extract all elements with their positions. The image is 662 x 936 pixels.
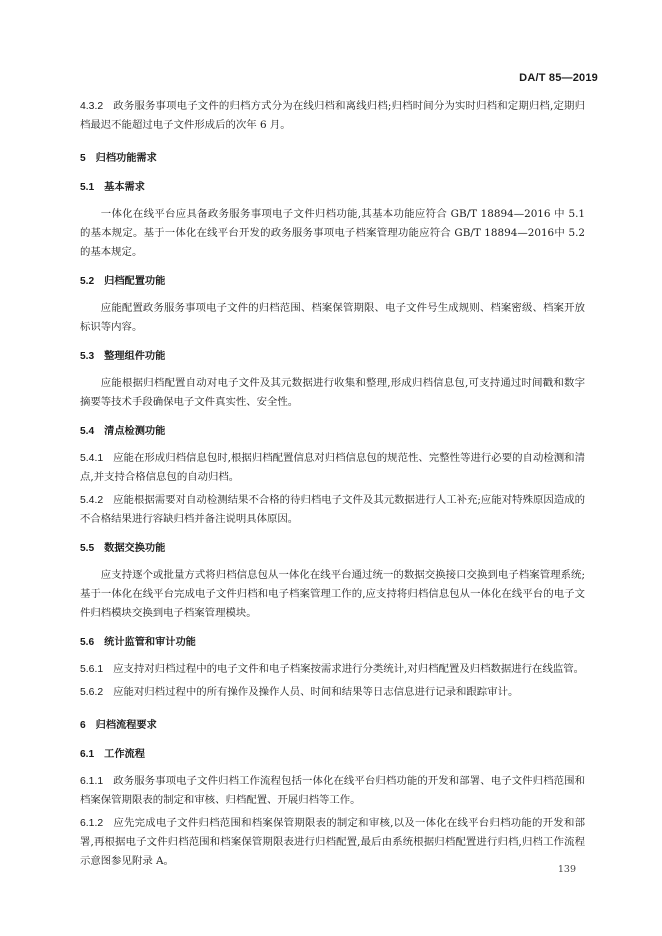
clause-number: 5.6.2 — [80, 687, 104, 698]
section-number: 5.1 — [80, 182, 95, 193]
section-title: 数据交换功能 — [104, 543, 166, 554]
clause-number: 5.6.1 — [80, 664, 104, 675]
paragraph-5-5: 应支持逐个或批量方式将归档信息包从一体化在线平台通过统一的数据交换接口交换到电子档案管理系统;基于一体化在线平台完成电子文件归档和电子档案管理工作的,应支持将归档信息包从一体化在线平台的电子文件归档模块交换到电子档案管理模块。 — [80, 569, 585, 619]
section-number: 5.3 — [80, 351, 95, 362]
section-heading-5-1 — [80, 178, 585, 197]
section-title: 归档功能需求 — [95, 153, 157, 164]
section-heading-5-3 — [80, 347, 585, 366]
section-title: 工作流程 — [104, 749, 145, 760]
clause-number: 4.3.2 — [80, 101, 104, 112]
clause-text: 政务服务事项电子文件的归档方式分为在线归档和离线归档;归档时间分为实时归档和定期归档,定期归档最迟不能超过电子文件形成后的次年 6 月。 — [80, 100, 585, 131]
clause-text: 应能对归档过程中的所有操作及操作人员、时间和结果等日志信息进行记录和跟踪审计。 — [113, 686, 519, 698]
section-heading-6 — [80, 716, 585, 735]
section-title: 整理组件功能 — [104, 351, 166, 362]
section-heading-5 — [80, 149, 585, 168]
clause-text: 应支持对归档过程中的电子文件和电子档案按需求进行分类统计,对归档配置及归档数据进行在线监管。 — [113, 663, 585, 675]
section-number: 6 — [80, 720, 86, 731]
section-heading-5-5 — [80, 539, 585, 558]
section-title: 清点检测功能 — [104, 426, 166, 437]
section-heading-5-6 — [80, 633, 585, 652]
page-number: 139 — [557, 864, 576, 875]
clause-6-1-1 — [80, 772, 585, 810]
clause-number: 5.4.1 — [80, 453, 104, 464]
clause-number: 6.1.1 — [80, 776, 104, 787]
section-title: 归档配置功能 — [104, 276, 166, 287]
clause-5-6-2 — [80, 683, 585, 702]
clause-6-1-2 — [80, 814, 585, 871]
clause-5-4-1 — [80, 449, 585, 487]
section-title: 归档流程要求 — [95, 720, 157, 731]
document-body — [80, 97, 585, 875]
section-title: 统计监管和审计功能 — [104, 637, 196, 648]
clause-text: 应先完成电子文件归档范围和档案保管期限表的制定和审核,以及一体化在线平台归档功能的开发和部署,再根据电子文件归档范围和档案保管期限表进行归档配置,最后由系统根据归档配置进行归档,归档工作流程示意图参见附录 A。 — [80, 817, 585, 867]
section-number: 5 — [80, 153, 86, 164]
document-id-header: DA/T 85—2019 — [519, 72, 598, 84]
paragraph-5-3: 应能根据归档配置自动对电子文件及其元数据进行收集和整理,形成归档信息包,可支持通过时间戳和数字摘要等技术手段确保电子文件真实性、安全性。 — [80, 377, 585, 408]
clause-5-6-1 — [80, 660, 585, 679]
section-number: 5.4 — [80, 426, 95, 437]
section-title: 基本需求 — [104, 182, 145, 193]
section-number: 5.6 — [80, 637, 95, 648]
clause-number: 5.4.2 — [80, 495, 104, 506]
paragraph-5-1: 一体化在线平台应具备政务服务事项电子文件归档功能,其基本功能应符合 GB/T 18894—2016 中 5.1 的基本规定。基于一体化在线平台开发的政务服务事项电子档案管理功能应符合 GB/T 18894—2016中 5.2 的基本规定。 — [80, 208, 585, 258]
clause-4-3-2 — [80, 97, 585, 135]
section-heading-6-1 — [80, 745, 585, 764]
clause-number: 6.1.2 — [80, 818, 104, 829]
clause-text: 应能根据需要对自动检测结果不合格的待归档电子文件及其元数据进行人工补充;应能对特殊原因造成的不合格结果进行容缺归档并备注说明具体原因。 — [80, 494, 585, 525]
section-number: 5.2 — [80, 276, 95, 287]
section-number: 6.1 — [80, 749, 95, 760]
clause-5-4-2 — [80, 491, 585, 529]
section-heading-5-2 — [80, 272, 585, 291]
section-number: 5.5 — [80, 543, 95, 554]
paragraph-5-2: 应能配置政务服务事项电子文件的归档范围、档案保管期限、电子文件号生成规则、档案密级、档案开放标识等内容。 — [80, 302, 585, 333]
clause-text: 应能在形成归档信息包时,根据归档配置信息对归档信息包的规范性、完整性等进行必要的自动检测和清点,并支持合格信息包的自动归档。 — [80, 452, 585, 483]
clause-text: 政务服务事项电子文件归档工作流程包括一体化在线平台归档功能的开发和部署、电子文件归档范围和档案保管期限表的制定和审核、归档配置、开展归档等工作。 — [80, 775, 585, 806]
section-heading-5-4 — [80, 422, 585, 441]
